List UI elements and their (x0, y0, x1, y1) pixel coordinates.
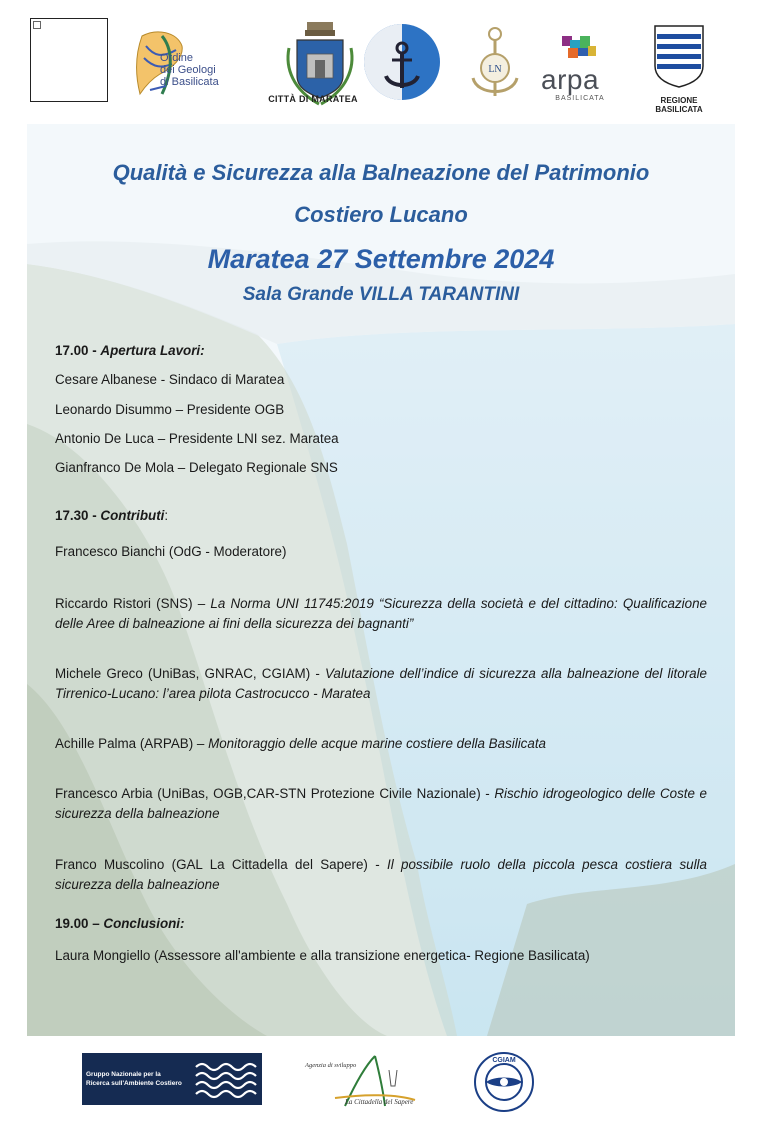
talk-2-title: Valutazione dell’indice di sicurezza alla balneazione del litorale Tirrenico-Lucano: l’area pilota Castrocucco - Maratea (55, 666, 707, 701)
ogb-text-line2: dei Geologi (160, 64, 216, 76)
arpa-wordmark: arpa (541, 64, 600, 95)
gnrac-text-line1: Gruppo Nazionale per la (86, 1071, 161, 1078)
talk-2-speaker: Michele Greco (UniBas, GNRAC, CGIAM) - (55, 666, 325, 681)
ogb-text-line3: di Basilicata (160, 76, 219, 88)
talk-3 (55, 734, 707, 754)
opening-speaker-3: Antonio De Luca – Presidente LNI sez. Maratea (55, 431, 339, 446)
section-conclusions-heading: 19.00 – Conclusioni: (55, 916, 185, 931)
anchor-logo (465, 24, 525, 102)
section-contributions-heading: 17.30 - Contributi: (55, 508, 169, 523)
event-title-line1: Qualità e Sicurezza alla Balneazione del Patrimonio (112, 160, 650, 185)
cittadella-bottom-text: La Cittadella del Sapere (345, 1098, 414, 1106)
talk-4 (55, 784, 707, 824)
gnrac-text-line2: Ricerca sull'Ambiente Costiero (86, 1080, 182, 1087)
talk-2 (55, 664, 707, 704)
program-panel (27, 124, 735, 1036)
opening-speaker-4: Gianfranco De Mola – Delegato Regionale SNS (55, 460, 338, 475)
section-opening-heading: 17.00 - Apertura Lavori: (55, 343, 205, 358)
talk-5 (55, 855, 707, 895)
conclusion-speaker: Laura Mongiello (Assessore all'ambiente e alla transizione energetica- Regione Basilicata) (55, 948, 590, 963)
event-venue: Sala Grande VILLA TARANTINI (242, 284, 520, 305)
talk-1-title: La Norma UNI 11745:2019 “Sicurezza della società e del cittadino: Qualificazione delle Aree di balneazione ai fini della sicurezza dei bagnanti” (55, 596, 707, 631)
arpa-subtitle: BASILICATA (555, 95, 605, 102)
waves-icon (194, 1059, 258, 1101)
section-opening-time: 17.00 (55, 343, 89, 358)
svg-text:LN: LN (488, 64, 502, 75)
opening-speaker-1: Cesare Albanese - Sindaco di Maratea (55, 372, 285, 387)
cgiam-logo (472, 1050, 536, 1114)
regione-label: REGIONE BASILICATA (655, 96, 703, 114)
event-title-line2: Costiero Lucano (294, 202, 468, 227)
maratea-label: CITTÀ DI MARATEA (268, 94, 358, 104)
talk-5-title: Il possibile ruolo della piccola pesca costiera sulla sicurezza della balneazione (55, 857, 707, 892)
regione-basilicata-crest (653, 24, 705, 88)
ogb-logo-text (160, 52, 219, 88)
moderator: Francesco Bianchi (OdG - Moderatore) (55, 544, 287, 559)
cgiam-text: CGIAM (492, 1057, 516, 1064)
section-contributions-time: 17.30 (55, 508, 89, 523)
event-date: Maratea 27 Settembre 2024 (207, 244, 555, 274)
ogb-text-line1: Ordine (160, 52, 194, 64)
section-conclusions-title: Conclusioni: (103, 916, 185, 931)
gnrac-logo (82, 1053, 262, 1105)
opening-speaker-2: Leonardo Disummo – Presidente OGB (55, 402, 285, 417)
talk-3-speaker: Achille Palma (ARPAB) – (55, 736, 209, 751)
talk-4-title: Rischio idrogeologico delle Coste e sicurezza della balneazione (55, 786, 707, 821)
talk-1 (55, 594, 707, 634)
section-conclusions-time: 19.00 (55, 916, 89, 931)
cittadella-top-text: Agenzia di sviluppo (305, 1062, 357, 1069)
talk-3-title: Monitoraggio delle acque marine costiere della Basilicata (208, 736, 546, 751)
talk-4-speaker: Francesco Arbia (UniBas, OGB,CAR-STN Protezione Civile Nazionale) - (55, 786, 495, 801)
talk-5-speaker: Franco Muscolino (GAL La Cittadella del Sapere) - (55, 857, 387, 872)
gnrac-text (86, 1070, 182, 1088)
placeholder-logo (30, 18, 108, 102)
section-opening-title: Apertura Lavori: (100, 343, 205, 358)
lni-maratea-logo (362, 18, 442, 106)
talk-1-speaker: Riccardo Ristori (SNS) – (55, 596, 211, 611)
section-contributions-title: Contributi (100, 508, 165, 523)
